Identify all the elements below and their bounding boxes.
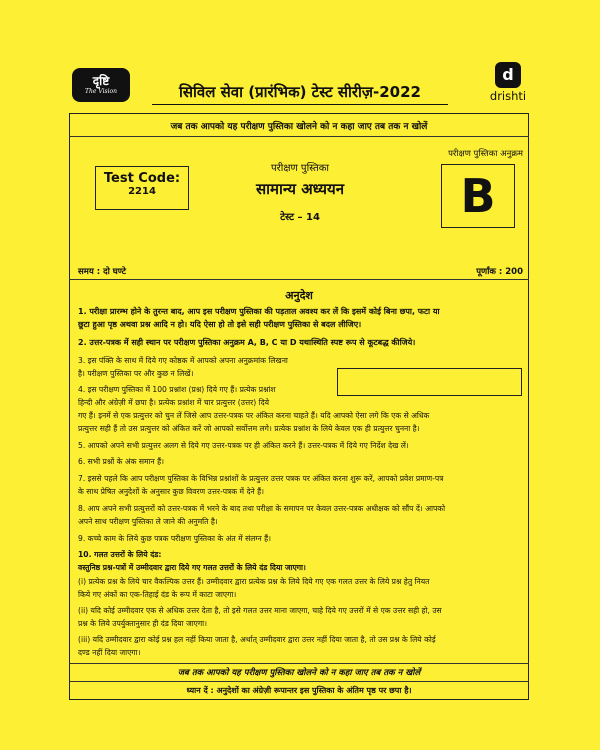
instruction-line: छूटा हुआ पृष्ठ अथवा प्रश्न आदि न हो। यदि ऐसा हो तो इसे सही परीक्षण पुस्तिका से बदल लीजिए। xyxy=(78,320,362,329)
time-label: समय : दो घण्टे xyxy=(78,267,127,277)
instruction-line: प्रश्न के लिये उपर्युक्तानुसार ही दंड दिया जाएगा। xyxy=(78,619,207,628)
drishti-the-vision-logo xyxy=(72,68,130,102)
instruction-line: वस्तुनिष्ठ प्रश्न-पत्रों में उम्मीदवार द्वारा दिये गए गलत उत्तरों के लिये दंड दिया जाएगा। xyxy=(78,563,306,572)
instruction-line: 2. उत्तर-पत्रक में सही स्थान पर परीक्षण पुस्तिका अनुक्रम A, B, C या D यथास्थिति स्पष्ट रूप से कूटबद्ध कीजिये। xyxy=(78,338,416,347)
instruction-line: (iii) यदि उम्मीदवार द्वारा कोई प्रश्न हल नहीं किया जाता है, अर्थात् उम्मीदवार द्वारा उत्तर नहीं दिया जाता है, तो उस प्रश्न के लिये कोई xyxy=(78,635,436,644)
booklet-label: परीक्षण पुस्तिका xyxy=(270,163,330,174)
instruction-line: 6. सभी प्रश्नों के अंक समान हैं। xyxy=(78,457,165,466)
instruction-line: के साथ प्रेषित अनुदेशों के अनुसार कुछ विवरण उत्तर-पत्रक में देने हैं। xyxy=(78,487,265,496)
instruction-line: हिन्दी और अंग्रेज़ी में छपा है। प्रत्येक प्रश्नांश में चार प्रत्युत्तर (उत्तर) दिये xyxy=(78,398,270,407)
subject-title: सामान्य अध्ययन xyxy=(255,180,345,198)
instruction-line: गए हैं। इनमें से एक प्रत्युत्तर को चुन लें जिसे आप उत्तर-पत्रक पर अंकित करना चाहते हैं। यदि आपको ऐसा लगे कि एक से अधिक xyxy=(78,411,430,420)
instruction-line: 7. इससे पहले कि आप परीक्षण पुस्तिका के विभिन्न प्रश्नांशों के प्रत्युत्तर उत्तर पत्रक पर अंकित करना शुरू करें, आपको प्रवेश प्रमाण-पत्र xyxy=(78,474,444,483)
divider xyxy=(69,681,529,682)
instruction-line: (i) प्रत्येक प्रश्न के लिये चार वैकल्पिक उत्तर हैं। उम्मीदवार द्वारा प्रत्येक प्रश्न के लिये दिये गए एक गलत उत्तर के लिये प्रश्न हेतु नियत xyxy=(78,577,430,586)
instruction-line: दण्ड नहीं दिया जाएगा। xyxy=(78,648,141,657)
instructions-list xyxy=(78,306,526,658)
instruction-line: प्रत्युत्तर सही हैं तो उस प्रत्युत्तर को अंकित करें जो आपको सर्वोत्तम लगे। प्रत्येक प्रश्नांश के लिये केवल एक ही प्रत्युत्तर चुनना है। xyxy=(78,424,420,433)
test-code-label: Test Code: xyxy=(103,171,181,186)
divider xyxy=(69,136,529,137)
footer-warning: जब तक आपको यह परीक्षण पुस्तिका खोलने को न कहा जाए तब तक न खोलें xyxy=(177,668,421,678)
drishti-logo xyxy=(486,62,530,103)
test-code-value: 2214 xyxy=(128,186,156,197)
drishti-logo-word: drishti xyxy=(489,89,527,103)
logo-main-text: दृष्टि xyxy=(92,74,110,88)
booklet-info xyxy=(210,160,390,223)
divider xyxy=(69,663,529,664)
series-title: सिविल सेवा (प्रारंभिक) टेस्ट सीरीज़-2022 xyxy=(152,82,448,105)
booklet-set-letter: B xyxy=(441,164,515,228)
instruction-line: 4. इस परीक्षण पुस्तिका में 100 प्रश्नांश (प्रश्न) दिये गए हैं। प्रत्येक प्रश्नांश xyxy=(78,385,276,394)
instruction-line: 3. इस पंक्ति के साथ में दिये गए कोष्ठक में आपको अपना अनुक्रमांक लिखना xyxy=(78,356,288,365)
divider xyxy=(69,279,529,280)
instruction-line: 9. कच्चे काम के लिये कुछ पत्रक परीक्षण पुस्तिका के अंत में संलग्न हैं। xyxy=(78,534,272,543)
instruction-line: अपने साथ परीक्षण पुस्तिका ले जाने की अनुमति है। xyxy=(78,517,218,526)
drishti-logo-icon: d xyxy=(495,62,521,88)
logo-sub-text: The Vision xyxy=(85,88,117,95)
marks-label: पूर्णांक : 200 xyxy=(476,267,523,277)
booklet-sequence-label: परीक्षण पुस्तिका अनुक्रम xyxy=(448,149,523,159)
instruction-line: है। परीक्षण पुस्तिका पर और कुछ न लिखें। xyxy=(78,369,194,378)
instructions-title: अनुदेश xyxy=(285,289,313,302)
test-number: टेस्ट – 14 xyxy=(280,212,320,223)
instruction-line: 5. आपको अपने सभी प्रत्युत्तर अलग से दिये गए उत्तर-पत्रक पर ही अंकित करने हैं। उत्तर-पत्रक में दिये गए निर्देश देख लें। xyxy=(78,441,409,450)
test-code-box xyxy=(95,166,189,210)
instruction-line: 8. आप अपने सभी प्रत्युत्तरों को उत्तर-पत्रक में भरने के बाद तथा परीक्षा के समापन पर केवल उत्तर-पत्रक अधीक्षक को सौंप दें। आपको xyxy=(78,504,446,513)
instruction-line: 10. गलत उत्तरों के लिये दंड: xyxy=(78,550,162,559)
instruction-line: 1. परीक्षा प्रारम्भ होने के तुरन्त बाद, आप इस परीक्षण पुस्तिका की पड़ताल अवश्य कर लें कि इसमें कोई बिना छपा, फटा या xyxy=(78,307,440,316)
footer-note: ध्यान दें : अनुदेशों का अंग्रेज़ी रूपान्तर इस पुस्तिका के अंतिम पृष्ठ पर छपा है। xyxy=(186,686,412,695)
top-warning: जब तक आपको यह परीक्षण पुस्तिका खोलने को न कहा जाए तब तक न खोलें xyxy=(170,122,428,132)
instruction-line: (ii) यदि कोई उम्मीदवार एक से अधिक उत्तर देता है, तो इसे गलत उत्तर माना जाएगा, चाहे दिये गए उत्तरों में से एक उत्तर सही हो, उस xyxy=(78,606,442,615)
instruction-line: किये गए अंकों का एक-तिहाई दंड के रूप में काटा जाएगा। xyxy=(78,590,237,599)
